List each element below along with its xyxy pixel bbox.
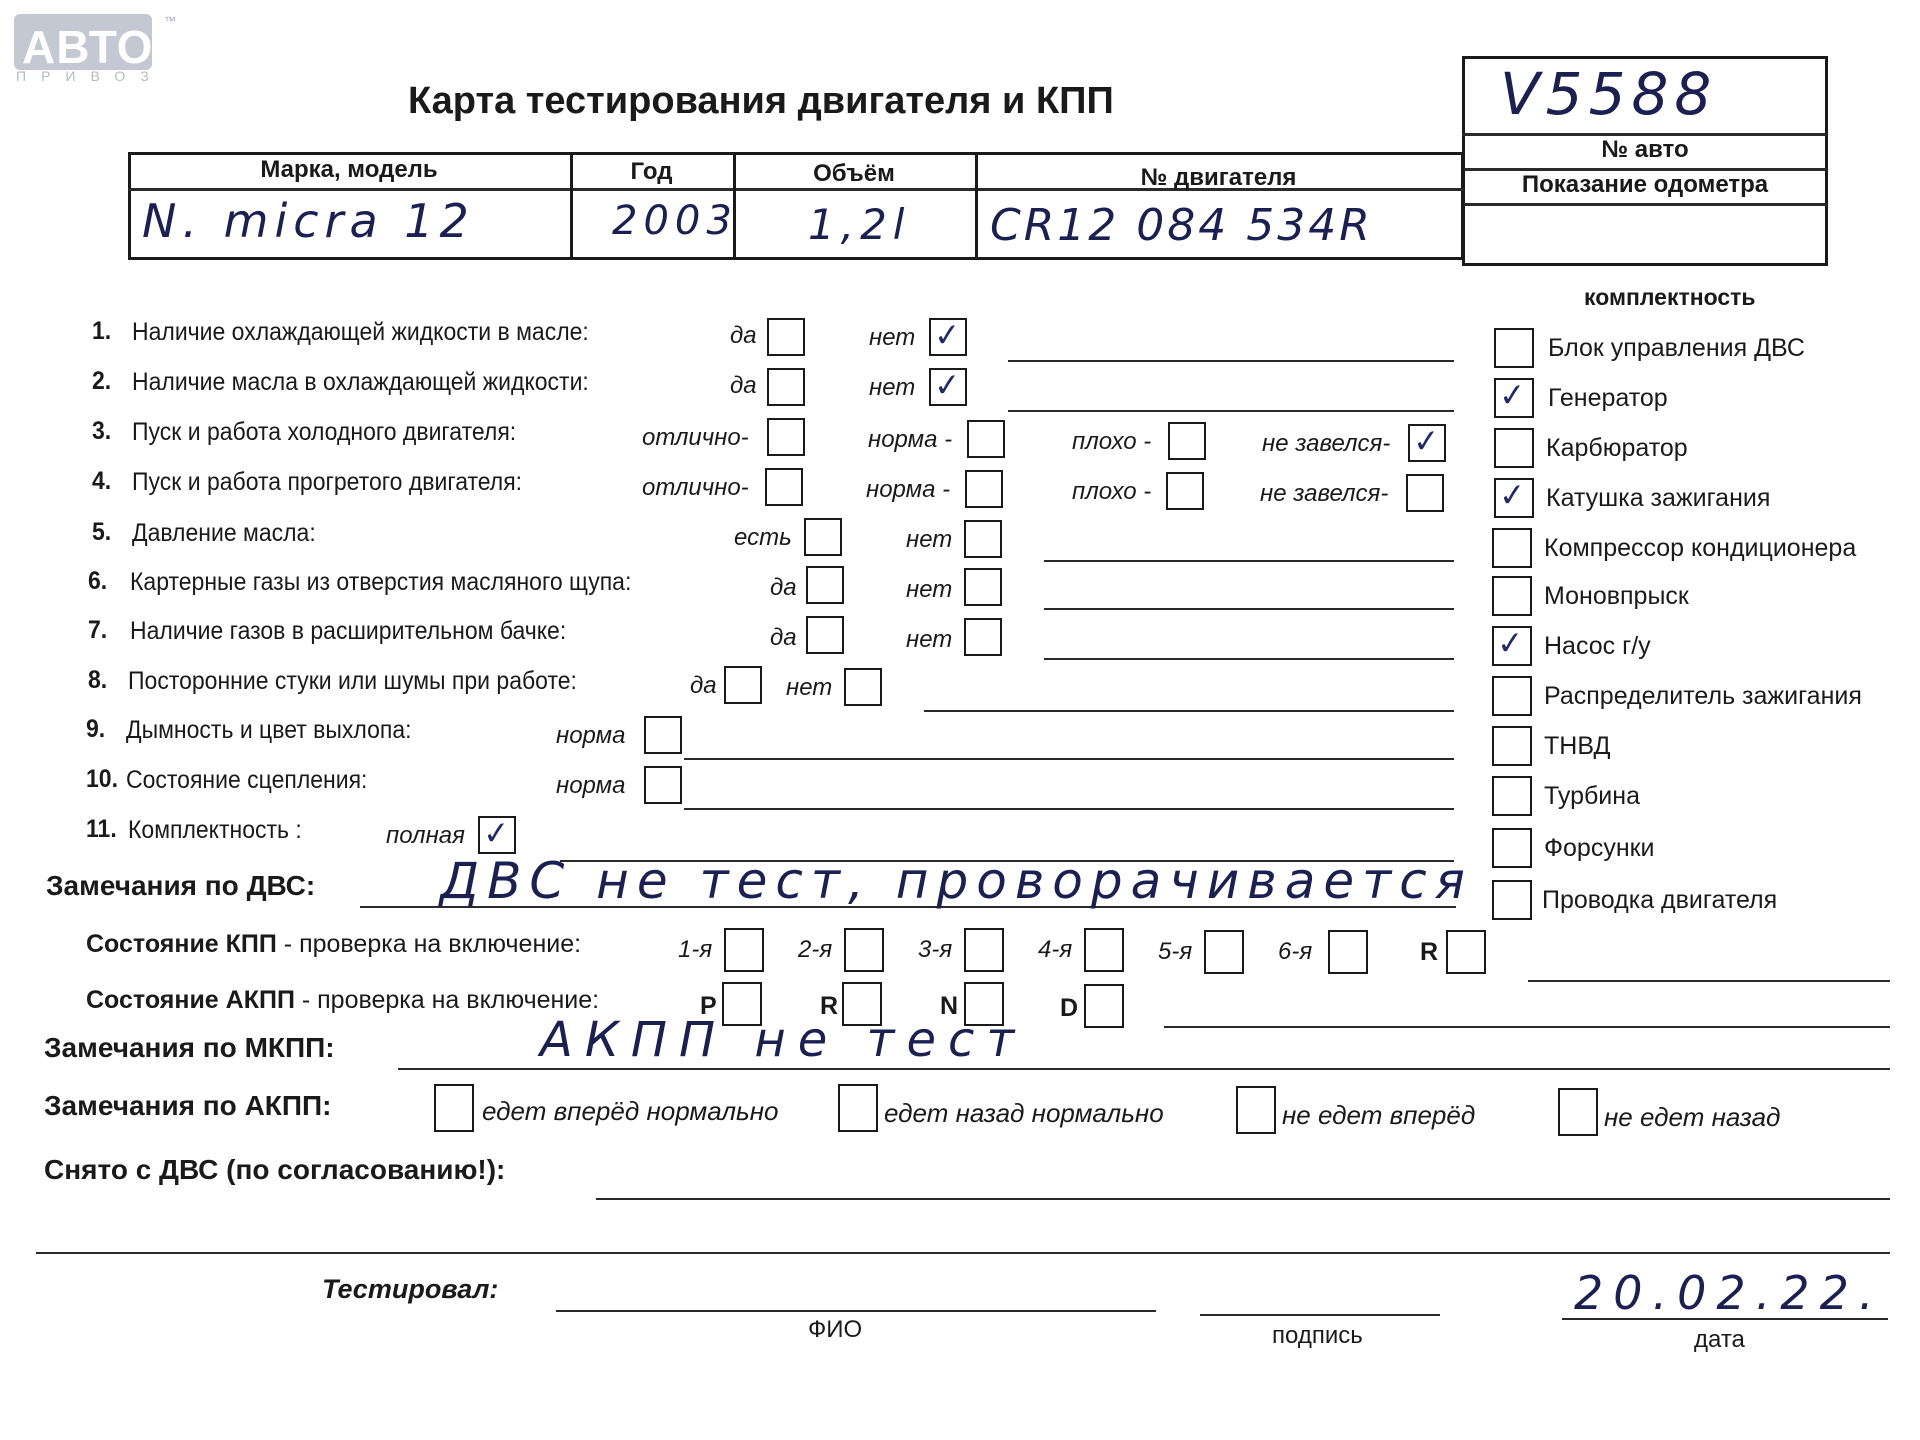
akpp-option-no-backward-checkbox[interactable]: [1558, 1088, 1598, 1136]
q2-notes-line: [1008, 410, 1454, 412]
akpp-notes-line: [1164, 1026, 1890, 1028]
odometer-value-divider: [1462, 203, 1828, 206]
q1-label: Наличие охлаждающей жидкости в масле:: [132, 318, 589, 346]
q4-normal-checkbox[interactable]: [965, 470, 1003, 508]
completeness-ecu-checkbox[interactable]: [1494, 328, 1534, 368]
akpp-gear-d-label: D: [1060, 994, 1079, 1022]
akpp-option-backward-ok-checkbox[interactable]: [838, 1084, 878, 1132]
volume-label: Объём: [813, 160, 895, 187]
completeness-generator-checkbox[interactable]: [1494, 375, 1534, 418]
q4-excellent-label: отлично-: [642, 474, 749, 501]
q11-full-checkbox[interactable]: [478, 813, 516, 854]
completeness-pump-checkbox[interactable]: [1492, 623, 1532, 666]
completeness-tnvd-checkbox[interactable]: [1492, 726, 1532, 766]
q9-number: 9.: [86, 715, 106, 743]
q2-number: 2.: [92, 367, 112, 395]
kpp-label-rest: - проверка на включение:: [276, 930, 582, 958]
completeness-distributor-label: Распределитель зажигания: [1544, 682, 1862, 710]
page-title: Карта тестирования двигателя и КПП: [408, 80, 1114, 122]
completeness-turbine-label: Турбина: [1544, 782, 1640, 810]
completeness-carburetor-checkbox[interactable]: [1494, 428, 1534, 468]
q3-normal-label: норма -: [868, 426, 953, 453]
q7-no-label: нет: [906, 626, 953, 653]
q9-notes-line: [684, 758, 1454, 760]
logo-sub: ПРИВОЗ: [16, 68, 164, 84]
kpp-gear-5-label: 5-я: [1158, 938, 1193, 965]
q8-no-checkbox[interactable]: [844, 668, 882, 706]
q4-excellent-checkbox[interactable]: [765, 468, 803, 506]
q3-number: 3.: [92, 417, 112, 445]
completeness-ecu-label: Блок управления ДВС: [1548, 334, 1805, 362]
kpp-gear-6-label: 6-я: [1278, 938, 1313, 965]
q4-bad-label: плохо -: [1072, 478, 1152, 505]
akpp-label-rest: - проверка на включение:: [294, 986, 600, 1014]
q5-no-checkbox[interactable]: [964, 520, 1002, 558]
kpp-gear-r-label: R: [1420, 938, 1439, 966]
engine-value: CR12 084 534R: [990, 200, 1373, 251]
q10-norm-checkbox[interactable]: [644, 766, 682, 804]
q9-label: Дымность и цвет выхлопа:: [126, 716, 412, 744]
completeness-injectors-label: Форсунки: [1544, 834, 1655, 862]
completeness-compressor-checkbox[interactable]: [1492, 528, 1532, 568]
q6-notes-line: [1044, 608, 1454, 610]
q7-notes-line: [1044, 658, 1454, 660]
q4-bad-checkbox[interactable]: [1166, 472, 1204, 510]
q4-label: Пуск и работа прогретого двигателя:: [132, 468, 523, 496]
completeness-monoinjection-checkbox[interactable]: [1492, 576, 1532, 616]
volume-value: 1,2l: [808, 200, 911, 249]
q5-no-label: нет: [906, 526, 953, 553]
completeness-compressor-label: Компрессор кондиционера: [1544, 534, 1857, 562]
q3-bad-label: плохо -: [1072, 428, 1152, 455]
q3-excellent-checkbox[interactable]: [767, 418, 805, 456]
q9-norm-label: норма: [556, 722, 626, 749]
check-mark: ✓: [1497, 375, 1528, 415]
q1-yes-checkbox[interactable]: [767, 318, 805, 356]
completeness-wiring-checkbox[interactable]: [1492, 880, 1532, 920]
check-mark: ✓: [481, 813, 512, 853]
kpp-notes-line: [1528, 980, 1890, 982]
completeness-title: комплектность: [1584, 284, 1756, 310]
remarks-mkpp-line: [398, 1068, 1890, 1070]
q1-yes-label: да: [730, 322, 757, 349]
check-mark: ✓: [932, 315, 963, 355]
q4-not-started-checkbox[interactable]: [1406, 474, 1444, 512]
check-mark: ✓: [932, 365, 963, 405]
kpp-gear-3-label: 3-я: [918, 936, 953, 963]
car-number-value: V5588: [1500, 60, 1718, 128]
q7-label: Наличие газов в расширительном бачке:: [130, 617, 567, 645]
q1-no-checkbox[interactable]: [929, 315, 967, 356]
removed-line-2: [36, 1252, 1890, 1254]
q7-no-checkbox[interactable]: [964, 618, 1002, 656]
akpp-label-bold: Состояние АКПП: [86, 986, 295, 1014]
year-label: Год: [630, 158, 673, 185]
year-value: 2003: [612, 198, 738, 244]
completeness-generator-label: Генератор: [1548, 384, 1668, 412]
removed-label: Снято с ДВС (по согласованию!):: [44, 1154, 506, 1185]
q10-number: 10.: [86, 765, 118, 793]
fio-line: [556, 1310, 1156, 1312]
kpp-gear-1-checkbox[interactable]: [724, 928, 764, 972]
q4-number: 4.: [92, 467, 112, 495]
q6-no-checkbox[interactable]: [964, 568, 1002, 606]
check-mark: ✓: [1497, 475, 1528, 515]
completeness-pump-label: Насос г/у: [1544, 632, 1651, 660]
kpp-label: [86, 930, 581, 959]
q6-label: Картерные газы из отверстия масляного щупа:: [130, 568, 632, 596]
removed-line: [596, 1198, 1890, 1200]
akpp-option-backward-ok-label: едет назад нормально: [884, 1098, 1164, 1128]
kpp-gear-6-checkbox[interactable]: [1328, 930, 1368, 974]
akpp-option-no-forward-checkbox[interactable]: [1236, 1086, 1276, 1134]
akpp-label: [86, 986, 599, 1015]
remarks-akpp-label: Замечания по АКПП:: [44, 1090, 332, 1121]
q5-notes-line: [1044, 560, 1454, 562]
completeness-tnvd-label: ТНВД: [1544, 732, 1611, 760]
kpp-gear-3-checkbox[interactable]: [964, 928, 1004, 972]
make-value: N. micra 12: [142, 194, 475, 248]
q5-label: Давление масла:: [132, 519, 316, 547]
akpp-option-no-forward-label: не едет вперёд: [1282, 1100, 1476, 1130]
akpp-option-no-backward-label: не едет назад: [1604, 1102, 1781, 1132]
kpp-label-bold: Состояние КПП: [86, 930, 277, 958]
q2-no-label: нет: [869, 374, 916, 401]
q7-number: 7.: [88, 616, 108, 644]
akpp-option-forward-ok-label: едет вперёд нормально: [482, 1096, 779, 1126]
remarks-mkpp-value: АКПП не тест: [540, 1012, 1027, 1068]
q11-number: 11.: [86, 815, 117, 843]
q11-label: Комплектность :: [128, 816, 302, 844]
akpp-gear-d-checkbox[interactable]: [1084, 984, 1124, 1028]
akpp-gear-p-label: P: [700, 992, 717, 1020]
odometer-label: Показание одометра: [1521, 171, 1769, 198]
tested-label: Тестировал:: [322, 1274, 499, 1304]
q2-no-checkbox[interactable]: [929, 365, 967, 406]
q3-label: Пуск и работа холодного двигателя:: [132, 418, 517, 446]
engine-label: № двигателя: [1140, 164, 1297, 191]
q4-not-started-label: не завелся-: [1260, 480, 1389, 507]
q5-number: 5.: [92, 518, 112, 546]
completeness-distributor-checkbox[interactable]: [1492, 676, 1532, 716]
q8-yes-checkbox[interactable]: [724, 666, 762, 704]
q8-notes-line: [924, 710, 1454, 712]
q6-yes-label: да: [770, 574, 797, 601]
q8-number: 8.: [88, 666, 108, 694]
q8-no-label: нет: [786, 674, 833, 701]
completeness-coil-checkbox[interactable]: [1494, 475, 1534, 518]
q6-no-label: нет: [906, 576, 953, 603]
completeness-carburetor-label: Карбюратор: [1546, 434, 1688, 462]
q6-number: 6.: [88, 567, 108, 595]
date-label: дата: [1694, 1326, 1745, 1353]
q8-yes-label: да: [690, 672, 717, 699]
akpp-gear-n-label: N: [940, 992, 959, 1020]
kpp-gear-5-checkbox[interactable]: [1204, 930, 1244, 974]
q9-norm-checkbox[interactable]: [644, 716, 682, 754]
q1-number: 1.: [92, 317, 112, 345]
q5-present-label: есть: [734, 524, 792, 551]
remarks-engine-value: ДВС не тест, проворачивается: [440, 852, 1473, 910]
completeness-monoinjection-label: Моновпрыск: [1544, 582, 1689, 610]
signature-line: [1200, 1314, 1440, 1316]
q1-no-label: нет: [869, 324, 916, 351]
q7-yes-label: да: [770, 624, 797, 651]
q11-full-label: полная: [386, 822, 465, 849]
q3-not-started-label: не завелся-: [1262, 430, 1391, 457]
kpp-gear-4-label: 4-я: [1038, 936, 1073, 963]
kpp-gear-r-checkbox[interactable]: [1446, 930, 1486, 974]
completeness-wiring-label: Проводка двигателя: [1542, 886, 1778, 914]
logo: [14, 14, 176, 73]
q3-excellent-label: отлично-: [642, 424, 749, 451]
q2-label: Наличие масла в охлаждающей жидкости:: [132, 368, 589, 396]
q5-present-checkbox[interactable]: [804, 518, 842, 556]
akpp-option-forward-ok-checkbox[interactable]: [434, 1084, 474, 1132]
akpp-gear-r-label: R: [820, 992, 839, 1020]
logo-tm: ™: [164, 14, 176, 28]
q10-notes-line: [684, 808, 1454, 810]
remarks-mkpp-label: Замечания по МКПП:: [44, 1032, 335, 1063]
q2-yes-label: да: [730, 372, 757, 399]
make-label: Марка, модель: [260, 156, 438, 183]
date-line: [1562, 1318, 1888, 1320]
fio-label: ФИО: [808, 1316, 863, 1343]
date-value: 20.02.22.: [1574, 1266, 1884, 1320]
q4-normal-label: норма -: [866, 476, 951, 503]
completeness-injectors-checkbox[interactable]: [1492, 828, 1532, 868]
kpp-gear-4-checkbox[interactable]: [1084, 928, 1124, 972]
q3-not-started-checkbox[interactable]: [1408, 421, 1446, 462]
q2-yes-checkbox[interactable]: [767, 368, 805, 406]
check-mark: ✓: [1495, 623, 1526, 663]
car-number-label: № авто: [1601, 136, 1689, 163]
logo-main: АВТО: [22, 21, 154, 73]
signature-label: подпись: [1272, 1322, 1363, 1349]
completeness-coil-label: Катушка зажигания: [1546, 484, 1771, 512]
kpp-gear-1-label: 1-я: [678, 936, 713, 963]
completeness-turbine-checkbox[interactable]: [1492, 776, 1532, 816]
kpp-gear-2-label: 2-я: [798, 936, 833, 963]
q1-notes-line: [1008, 360, 1454, 362]
q10-label: Состояние сцепления:: [126, 766, 368, 794]
q6-yes-checkbox[interactable]: [806, 566, 844, 604]
q3-bad-checkbox[interactable]: [1168, 422, 1206, 460]
q7-yes-checkbox[interactable]: [806, 616, 844, 654]
q10-norm-label: норма: [556, 772, 626, 799]
q8-label: Посторонние стуки или шумы при работе:: [128, 667, 577, 695]
remarks-engine-label: Замечания по ДВС:: [46, 870, 316, 901]
kpp-gear-2-checkbox[interactable]: [844, 928, 884, 972]
check-mark: ✓: [1411, 421, 1442, 461]
q3-normal-checkbox[interactable]: [967, 420, 1005, 458]
